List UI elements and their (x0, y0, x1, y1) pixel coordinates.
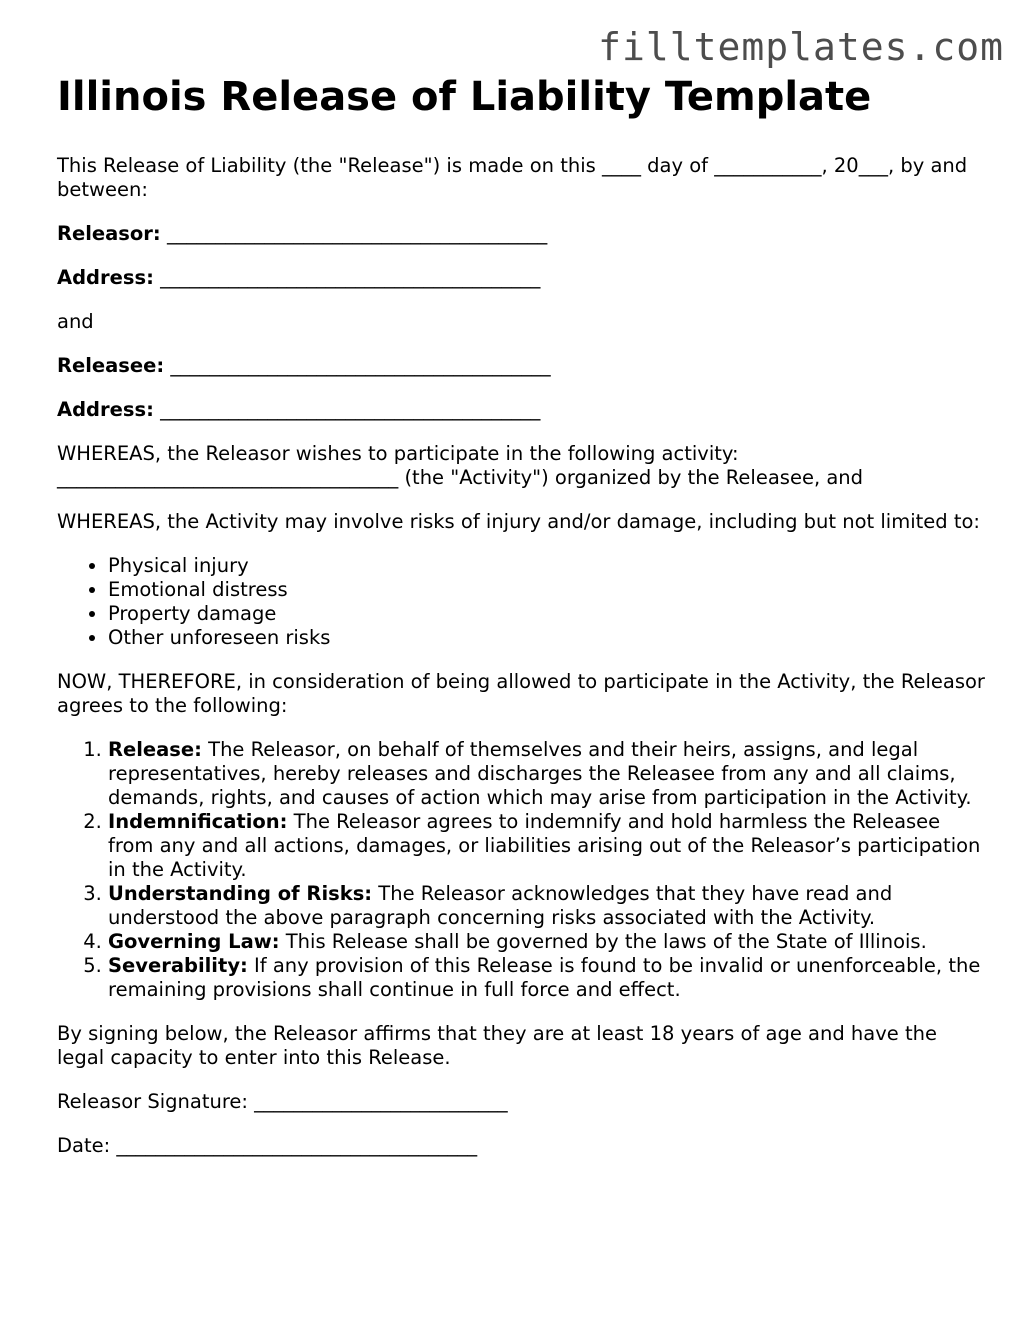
list-item: • Property damage (108, 602, 987, 626)
term-text: The Releasor acknowledges that they have read and understood the above paragraph concerning risks associated with the Activity. (108, 882, 893, 929)
releasee-field (57, 354, 987, 378)
whereas-activity-paragraph: WHEREAS, the Releasor wishes to participate in the following activity: ___________________________________ (the "Activity") organized by the Releasee, and (57, 442, 864, 489)
terms-list (57, 738, 987, 1002)
intro-paragraph: This Release of Liability (the "Release") is made on this ____ day of ___________, 20___, by and between: (57, 154, 968, 201)
term-indemnification (108, 810, 987, 882)
releasee-blank: _______________________________________ (170, 354, 551, 377)
risks-list (57, 554, 987, 650)
signature-line: Releasor Signature: __________________________ (57, 1090, 508, 1113)
term-name: Understanding of Risks: (108, 882, 373, 905)
date-line: Date: _____________________________________ (57, 1134, 478, 1157)
list-item: • Physical injury (108, 554, 987, 578)
releasor-address-blank: _______________________________________ (160, 266, 541, 289)
term-text: If any provision of this Release is found to be invalid or unenforceable, the remaining provisions shall continue in full force and effect. (108, 954, 981, 1001)
term-name: Indemnification: (108, 810, 288, 833)
term-governing-law (108, 930, 987, 954)
closing-paragraph: By signing below, the Releasor affirms that they are at least 18 years of age and have the legal capacity to enter into this Release. (57, 1022, 937, 1069)
term-name: Release: (108, 738, 202, 761)
term-severability (108, 954, 987, 1002)
releasee-address-label: Address: (57, 398, 154, 421)
document-title: Illinois Release of Liability Template (57, 74, 872, 120)
whereas-risks-paragraph: WHEREAS, the Activity may involve risks of injury and/or damage, including but not limited to: (57, 510, 980, 533)
term-text: This Release shall be governed by the laws of the State of Illinois. (279, 930, 927, 953)
releasor-address-label: Address: (57, 266, 154, 289)
watermark-logo: filltemplates.com (598, 25, 1004, 69)
releasor-blank: _______________________________________ (166, 222, 548, 245)
list-item: • Other unforeseen risks (108, 626, 987, 650)
releasee-label: Releasee: (57, 354, 165, 377)
releasee-address-field (57, 398, 987, 422)
term-name: Severability: (108, 954, 248, 977)
term-release (108, 738, 987, 810)
and-text: and (57, 310, 94, 333)
document-body (57, 74, 987, 1178)
releasor-label: Releasor: (57, 222, 161, 245)
list-item: • Emotional distress (108, 578, 987, 602)
releasee-address-blank: _______________________________________ (160, 398, 541, 421)
term-text: The Releasor, on behalf of themselves and their heirs, assigns, and legal representatives, hereby releases and discharges the Releasee from any and all claims, demands, rights, and causes of action which may arise from participation in the Activity. (108, 738, 972, 809)
now-therefore-paragraph: NOW, THEREFORE, in consideration of being allowed to participate in the Activity, the Releasor agrees to the following: (57, 670, 985, 717)
releasor-field (57, 222, 987, 246)
and-connector (57, 310, 987, 334)
term-name: Governing Law: (108, 930, 280, 953)
term-text: The Releasor agrees to indemnify and hold harmless the Releasee from any and all actions, damages, or liabilities arising out of the Releasor’s participation in the Activity. (108, 810, 981, 881)
releasor-address-field (57, 266, 987, 290)
term-understanding-of-risks (108, 882, 987, 930)
